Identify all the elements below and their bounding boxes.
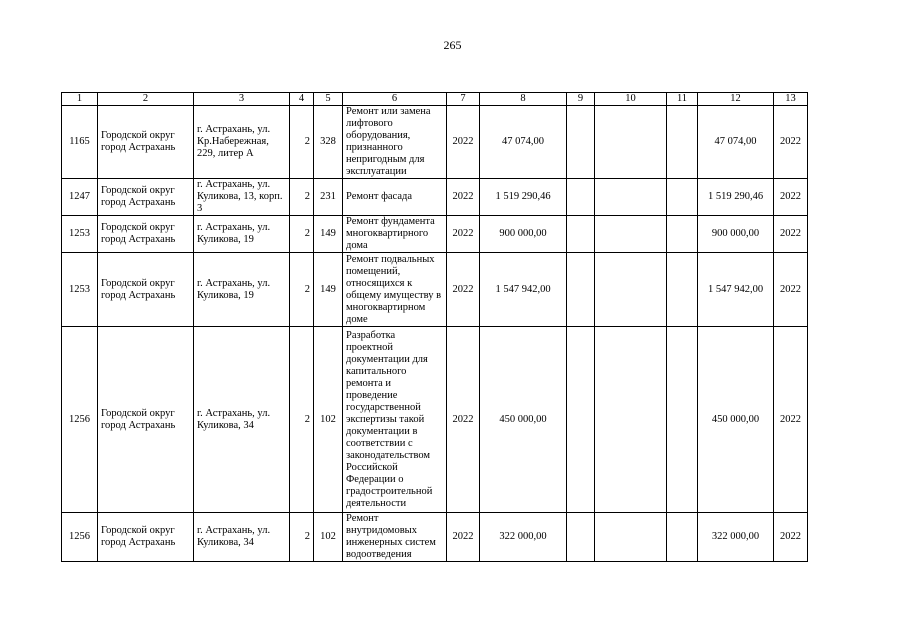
col10-cell	[595, 179, 667, 216]
column-header: 3	[194, 93, 290, 106]
column-header: 12	[698, 93, 774, 106]
column-header: 6	[343, 93, 447, 106]
table-row	[62, 179, 808, 216]
capital-repair-table	[61, 92, 808, 562]
table-row	[62, 216, 808, 253]
floors-cell: 2	[290, 253, 314, 327]
municipality-cell: Городской округ город Астрахань	[98, 513, 194, 562]
column-header: 9	[567, 93, 595, 106]
planned-year-cell: 2022	[774, 106, 808, 179]
fund-cost-cell: 1 519 290,46	[698, 179, 774, 216]
col9-cell	[567, 216, 595, 253]
municipality-cell: Городской округ город Астрахань	[98, 216, 194, 253]
year-cell: 2022	[447, 253, 480, 327]
area-cell: 149	[314, 216, 343, 253]
col9-cell	[567, 253, 595, 327]
table-row	[62, 327, 808, 513]
column-header: 2	[98, 93, 194, 106]
address-cell: г. Астрахань, ул. Куликова, 13, корп. 3	[194, 179, 290, 216]
year-cell: 2022	[447, 216, 480, 253]
floors-cell: 2	[290, 327, 314, 513]
floors-cell: 2	[290, 216, 314, 253]
col11-cell	[667, 179, 698, 216]
fund-cost-cell: 47 074,00	[698, 106, 774, 179]
row-number: 1247	[62, 179, 98, 216]
total-cost-cell: 1 519 290,46	[480, 179, 567, 216]
row-number: 1256	[62, 327, 98, 513]
area-cell: 102	[314, 327, 343, 513]
column-header: 7	[447, 93, 480, 106]
fund-cost-cell: 900 000,00	[698, 216, 774, 253]
work-type-cell: Ремонт или замена лифтового оборудования, признанного непригодным для эксплуатации	[343, 106, 447, 179]
col11-cell	[667, 253, 698, 327]
fund-cost-cell: 322 000,00	[698, 513, 774, 562]
row-number: 1253	[62, 253, 98, 327]
col11-cell	[667, 513, 698, 562]
year-cell: 2022	[447, 327, 480, 513]
col11-cell	[667, 106, 698, 179]
area-cell: 328	[314, 106, 343, 179]
table-row	[62, 253, 808, 327]
column-header: 1	[62, 93, 98, 106]
col9-cell	[567, 106, 595, 179]
table-row	[62, 106, 808, 179]
work-type-cell: Ремонт фасада	[343, 179, 447, 216]
page-number: 265	[443, 38, 462, 52]
area-cell: 102	[314, 513, 343, 562]
planned-year-cell: 2022	[774, 179, 808, 216]
municipality-cell: Городской округ город Астрахань	[98, 253, 194, 327]
municipality-cell: Городской округ город Астрахань	[98, 106, 194, 179]
total-cost-cell: 1 547 942,00	[480, 253, 567, 327]
column-header: 5	[314, 93, 343, 106]
planned-year-cell: 2022	[774, 216, 808, 253]
address-cell: г. Астрахань, ул. Куликова, 19	[194, 216, 290, 253]
fund-cost-cell: 450 000,00	[698, 327, 774, 513]
floors-cell: 2	[290, 179, 314, 216]
area-cell: 231	[314, 179, 343, 216]
address-cell: г. Астрахань, ул. Куликова, 19	[194, 253, 290, 327]
total-cost-cell: 450 000,00	[480, 327, 567, 513]
column-header: 11	[667, 93, 698, 106]
col9-cell	[567, 327, 595, 513]
address-cell: г. Астрахань, ул. Куликова, 34	[194, 327, 290, 513]
total-cost-cell: 47 074,00	[480, 106, 567, 179]
floors-cell: 2	[290, 106, 314, 179]
col10-cell	[595, 216, 667, 253]
address-cell: г. Астрахань, ул. Куликова, 34	[194, 513, 290, 562]
municipality-cell: Городской округ город Астрахань	[98, 179, 194, 216]
column-header: 4	[290, 93, 314, 106]
col10-cell	[595, 106, 667, 179]
total-cost-cell: 900 000,00	[480, 216, 567, 253]
planned-year-cell: 2022	[774, 513, 808, 562]
table-row	[62, 513, 808, 562]
col9-cell	[567, 513, 595, 562]
col11-cell	[667, 327, 698, 513]
column-header: 8	[480, 93, 567, 106]
fund-cost-cell: 1 547 942,00	[698, 253, 774, 327]
municipality-cell: Городской округ город Астрахань	[98, 327, 194, 513]
col10-cell	[595, 253, 667, 327]
column-header: 13	[774, 93, 808, 106]
row-number: 1256	[62, 513, 98, 562]
floors-cell: 2	[290, 513, 314, 562]
work-type-cell: Ремонт подвальных помещений, относящихся к общему имуществу в многоквартирном доме	[343, 253, 447, 327]
header-row	[62, 93, 808, 106]
area-cell: 149	[314, 253, 343, 327]
address-cell: г. Астрахань, ул. Кр.Набережная, 229, литер А	[194, 106, 290, 179]
year-cell: 2022	[447, 513, 480, 562]
col9-cell	[567, 179, 595, 216]
col10-cell	[595, 327, 667, 513]
row-number: 1165	[62, 106, 98, 179]
year-cell: 2022	[447, 106, 480, 179]
row-number: 1253	[62, 216, 98, 253]
work-type-cell: Ремонт фундамента многоквартирного дома	[343, 216, 447, 253]
planned-year-cell: 2022	[774, 327, 808, 513]
col11-cell	[667, 216, 698, 253]
work-type-cell: Разработка проектной документации для капитального ремонта и проведение государственной экспертизы такой документации в соответствии с законодательством Российской Федерации о градостроительной деятельности	[343, 327, 447, 513]
column-header: 10	[595, 93, 667, 106]
planned-year-cell: 2022	[774, 253, 808, 327]
work-type-cell: Ремонт внутридомовых инженерных систем водоотведения	[343, 513, 447, 562]
col10-cell	[595, 513, 667, 562]
total-cost-cell: 322 000,00	[480, 513, 567, 562]
year-cell: 2022	[447, 179, 480, 216]
